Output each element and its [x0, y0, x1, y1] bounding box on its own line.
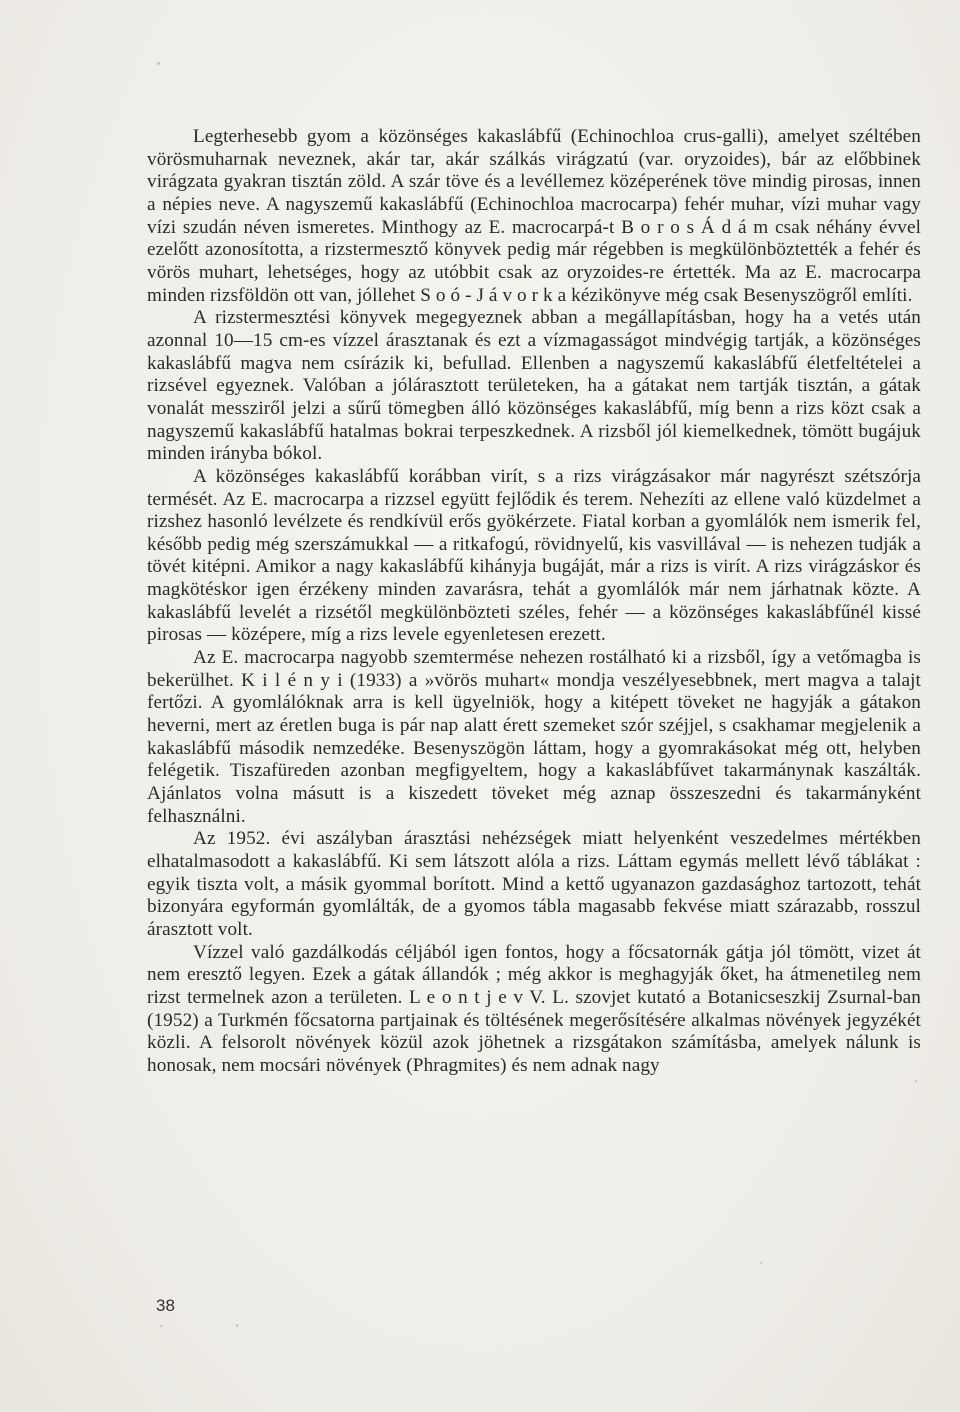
scan-speck — [157, 62, 160, 65]
scan-speck — [915, 1080, 917, 1082]
paragraph-2: A rizstermesztési könyvek megegyeznek abban a megállapításban, hogy ha a vetés után azonnal 10—15 cm-es vízzel árasztanak és ezt a vízmagasságot mindvégig tartják, a közönséges kakaslábfű magva nem csírázik ki, befullad. Ellenben a nagyszemű kakaslábfű életfeltételei a rizsével egyeznek. Valóban a jólárasztott területeken, ha a gátakat nem tartják tisztán, a gátak vonalát messziről jelzi a sűrű tömegben álló közönséges kakaslábfű, míg benn a rizs közt csak a nagyszemű kakaslábfű hatalmas bokrai terpeszkednek. A rizsből jól kiemelkednek, tömött bugájuk minden irányba bókol. — [147, 307, 921, 465]
paragraph-1: Legterhesebb gyom a közönséges kakaslábfű (Echinochloa crus-galli), amelyet széltében vörösmuharnak neveznek, akár tar, akár szálkás virágzatú (var. oryzoides), bár az előbbinek virágzata gyakran tisztán zöld. A szár töve és a levéllemez középerének töve mindig pirosas, innen a népies neve. A nagyszemű kakaslábfű (Echinochloa macrocarpa) fehér muhar, vízi muhar vagy vízi szudán néven ismeretes. Minthogy az E. macrocarpá-t B o r o s Á d á m csak néhány évvel ezelőtt azonosította, a rizstermesztő könyvek pedig már régebben is megkülönböztették a fehér és vörös muhart, lehetséges, hogy az utóbbit csak az oryzoides-re értették. Ma az E. macrocarpa minden rizsföldön ott van, jóllehet S o ó - J á v o r k a kézikönyve még csak Besenyszögről említi. — [147, 126, 921, 306]
scan-speck — [236, 1324, 238, 1327]
scan-speck — [160, 1325, 163, 1327]
paragraph-6: Vízzel való gazdálkodás céljából igen fontos, hogy a főcsatornák gátja jól tömött, vizet át nem eresztő legyen. Ezek a gátak állandók ; még akkor is meghagyják őket, ha átmenetileg nem rizst termelnek azon a területen. L e o n t j e v V. L. szovjet kutató a Botanicseszkij Zsurnal-ban (1952) a Turkmén főcsatorna partjainak és töltésének megerősítésére alkalmas növények jegyzékét közli. A felsorolt növények közül azok jöhetnek a rizsgátakon számításba, amelyek nálunk is honosak, nem mocsári növények (Phragmites) és nem adnak nagy — [147, 941, 921, 1076]
body-text — [147, 126, 921, 1078]
paragraph-3: A közönséges kakaslábfű korábban virít, s a rizs virágzásakor már nagyrészt szétszórja termését. Az E. macrocarpa a rizzsel együtt fejlődik és terem. Nehezíti az ellene való küzdelmet a rizshez hasonló levélzete és rendkívül erős gyökérzete. Fiatal korban a gyomlálók nem ismerik fel, később pedig még szerszámukkal — a ritkafogú, rövidnyelű, kis vasvillával — is nehezen tudják a tövét kitépni. Amikor a nagy kakaslábfű kihányja bugáját, már a rizs is virít. A rizs virágzáskor és magkötéskor igen érzékeny minden zavarásra, tehát a gyomlálók már nem járhatnak közte. A kakaslábfű levelét a rizsétől megkülönbözteti széles, fehér — a közönséges kakaslábfűnél kissé pirosas — középere, míg a rizs levele egyenletesen erezett. — [147, 465, 921, 646]
paragraph-4: Az E. macrocarpa nagyobb szemtermése nehezen rostálható ki a rizsből, így a vetőmagba is bekerülhet. K i l é n y i (1933) a »vörös muhart« mondja veszélyesebbnek, mert magva a talajt fertőzi. A gyomlálóknak arra is kell ügyelniök, hogy a kitépett töveket ne hagyják a gátakon heverni, mert az éretlen buga is pár nap alatt érett szemeket szór széjjel, s csakhamar megjelenik a kakaslábfű második nemzedéke. Besenyszögön láttam, hogy a gyomrakásokat még ott, helyben felégetik. Tiszafüreden azonban megfigyeltem, hogy a kakaslábfűvet takarmánynak kaszálták. Ajánlatos volna másutt is a kiszedett töveket még aznap összeszedni és takarmányként felhasználni. — [147, 647, 921, 827]
scan-speck — [760, 1262, 762, 1264]
paragraph-5: Az 1952. évi aszályban árasztási nehézségek miatt helyenként veszedelmes mértékben elhatalmasodott a kakaslábfű. Ki sem látszott alóla a rizs. Láttam egymás mellett lévő táblákat : egyik tiszta volt, a másik gyommal borított. Mind a kettő ugyanazon gazdasághoz tartozott, tehát bizonyára egyformán gyomlálták, de a gyomos tábla magasabb fekvése miatt szárazabb, rosszul árasztott volt. — [147, 828, 921, 940]
page-number: 38 — [156, 1296, 175, 1315]
